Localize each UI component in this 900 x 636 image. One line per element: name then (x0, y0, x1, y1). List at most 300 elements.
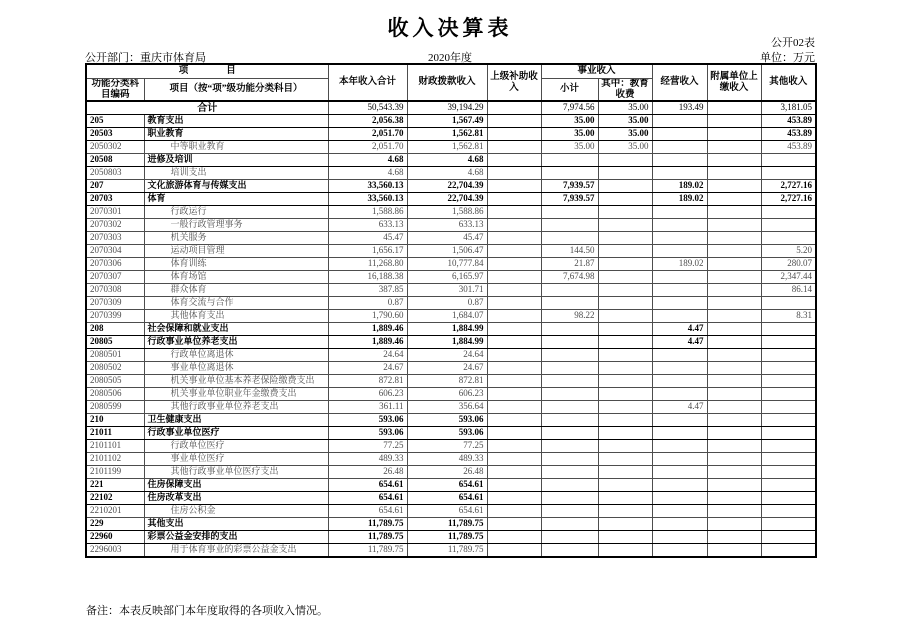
row-code: 2050803 (86, 167, 144, 180)
row-value: 5.20 (761, 245, 816, 258)
row-item-name: 其他体育支出 (144, 310, 328, 323)
row-value: 4.68 (407, 167, 487, 180)
row-item-name: 行政事业单位医疗 (144, 427, 328, 440)
table-row (86, 427, 816, 440)
row-value (487, 492, 541, 505)
row-code: 22960 (86, 531, 144, 544)
row-value (761, 518, 816, 531)
row-code: 2070301 (86, 206, 144, 219)
row-item-name: 中等职业教育 (144, 141, 328, 154)
row-value (707, 375, 761, 388)
row-value: 22,704.39 (407, 180, 487, 193)
row-value (652, 453, 707, 466)
row-value (541, 466, 598, 479)
row-value (707, 531, 761, 544)
row-value: 4.68 (328, 154, 407, 167)
row-value (652, 414, 707, 427)
row-value (541, 323, 598, 336)
row-value (541, 388, 598, 401)
row-value: 35.00 (541, 128, 598, 141)
total-value: 3,181.05 (761, 101, 816, 115)
row-value (487, 180, 541, 193)
row-value (541, 375, 598, 388)
table-row (86, 531, 816, 544)
row-value (707, 466, 761, 479)
row-value: 11,789.75 (328, 544, 407, 558)
row-value (541, 219, 598, 232)
row-value (598, 245, 652, 258)
row-item-name: 教育支出 (144, 115, 328, 128)
row-value: 189.02 (652, 193, 707, 206)
row-code: 2070399 (86, 310, 144, 323)
row-value (707, 193, 761, 206)
row-value: 45.47 (407, 232, 487, 245)
row-item-name: 住房保障支出 (144, 479, 328, 492)
row-value: 1,562.81 (407, 128, 487, 141)
row-value (487, 375, 541, 388)
row-code: 2080505 (86, 375, 144, 388)
table-row (86, 505, 816, 518)
row-value: 77.25 (407, 440, 487, 453)
row-value: 280.07 (761, 258, 816, 271)
meta-row (85, 49, 815, 63)
row-value (707, 323, 761, 336)
row-value (652, 375, 707, 388)
row-value (707, 232, 761, 245)
row-value (761, 297, 816, 310)
row-value (598, 544, 652, 558)
row-value (707, 479, 761, 492)
row-value (487, 362, 541, 375)
row-value: 1,506.47 (407, 245, 487, 258)
row-value (598, 258, 652, 271)
total-label: 合计 (86, 101, 328, 115)
row-value: 593.06 (328, 414, 407, 427)
row-item-name: 事业单位医疗 (144, 453, 328, 466)
row-value (598, 427, 652, 440)
row-value (598, 167, 652, 180)
row-value (652, 466, 707, 479)
row-value (487, 453, 541, 466)
row-value (598, 154, 652, 167)
total-value: 39,194.29 (407, 101, 487, 115)
row-value (761, 362, 816, 375)
row-item-name: 事业单位离退休 (144, 362, 328, 375)
row-value (487, 245, 541, 258)
row-value (541, 531, 598, 544)
row-code: 2070307 (86, 271, 144, 284)
row-code: 20503 (86, 128, 144, 141)
row-value (761, 479, 816, 492)
row-value (761, 167, 816, 180)
row-value (541, 440, 598, 453)
row-value: 98.22 (541, 310, 598, 323)
row-value: 11,268.80 (328, 258, 407, 271)
row-value: 1,790.60 (328, 310, 407, 323)
row-value (761, 206, 816, 219)
row-value: 8.31 (761, 310, 816, 323)
row-value (652, 206, 707, 219)
row-value (707, 141, 761, 154)
row-value (598, 414, 652, 427)
row-item-name: 其他行政事业单位医疗支出 (144, 466, 328, 479)
table-row (86, 349, 816, 362)
row-value: 654.61 (328, 492, 407, 505)
total-value: 35.00 (598, 101, 652, 115)
row-value (487, 505, 541, 518)
table-row (86, 362, 816, 375)
row-code: 2296003 (86, 544, 144, 558)
row-value (598, 440, 652, 453)
row-value: 26.48 (328, 466, 407, 479)
row-value (761, 505, 816, 518)
row-item-name: 体育场馆 (144, 271, 328, 284)
row-value (761, 466, 816, 479)
row-value: 2,051.70 (328, 141, 407, 154)
row-value: 86.14 (761, 284, 816, 297)
row-value (541, 154, 598, 167)
unit-label: 单位：万元 (760, 52, 815, 64)
row-item-name: 其他行政事业单位养老支出 (144, 401, 328, 414)
row-code: 22102 (86, 492, 144, 505)
row-value (487, 219, 541, 232)
row-code: 20703 (86, 193, 144, 206)
row-item-name: 行政单位医疗 (144, 440, 328, 453)
row-code: 2070308 (86, 284, 144, 297)
row-value: 489.33 (407, 453, 487, 466)
row-value (487, 271, 541, 284)
row-item-name: 体育交流与合作 (144, 297, 328, 310)
row-value (707, 505, 761, 518)
row-value: 654.61 (328, 505, 407, 518)
row-value (487, 401, 541, 414)
table-row (86, 388, 816, 401)
row-value (761, 453, 816, 466)
row-value (598, 180, 652, 193)
row-code: 20805 (86, 336, 144, 349)
row-value: 189.02 (652, 180, 707, 193)
row-value (707, 310, 761, 323)
row-value: 7,939.57 (541, 193, 598, 206)
row-value: 7,674.98 (541, 271, 598, 284)
row-code: 2101101 (86, 440, 144, 453)
row-item-name: 行政事业单位养老支出 (144, 336, 328, 349)
row-value (707, 544, 761, 558)
row-value (707, 219, 761, 232)
row-value: 35.00 (541, 141, 598, 154)
row-item-name: 群众体育 (144, 284, 328, 297)
row-value: 0.87 (407, 297, 487, 310)
row-value: 593.06 (407, 427, 487, 440)
row-value: 22,704.39 (407, 193, 487, 206)
row-value: 77.25 (328, 440, 407, 453)
row-value (541, 453, 598, 466)
fiscal-year-label: 2020年度 (428, 52, 472, 64)
row-value: 33,560.13 (328, 193, 407, 206)
row-value: 33,560.13 (328, 180, 407, 193)
row-value: 2,056.38 (328, 115, 407, 128)
row-code: 2070309 (86, 297, 144, 310)
row-value: 4.68 (328, 167, 407, 180)
table-row (86, 180, 816, 193)
row-value: 593.06 (328, 427, 407, 440)
row-value: 4.47 (652, 336, 707, 349)
row-value (598, 271, 652, 284)
row-value: 2,051.70 (328, 128, 407, 141)
row-value (761, 427, 816, 440)
row-value (652, 440, 707, 453)
row-item-name: 运动项目管理 (144, 245, 328, 258)
row-value: 654.61 (407, 492, 487, 505)
table-row (86, 492, 816, 505)
table-row (86, 375, 816, 388)
row-value (652, 531, 707, 544)
header-other-income: 其他收入 (761, 64, 816, 101)
row-value: 21.87 (541, 258, 598, 271)
row-value (487, 128, 541, 141)
table-row (86, 193, 816, 206)
row-value: 1,889.46 (328, 323, 407, 336)
row-item-name: 进修及培训 (144, 154, 328, 167)
row-value (761, 219, 816, 232)
row-value: 606.23 (407, 388, 487, 401)
row-value: 633.13 (407, 219, 487, 232)
row-value (761, 375, 816, 388)
row-value: 35.00 (598, 128, 652, 141)
row-value: 24.67 (407, 362, 487, 375)
row-value (487, 310, 541, 323)
row-value (541, 414, 598, 427)
row-value (652, 518, 707, 531)
row-value: 4.47 (652, 323, 707, 336)
row-value (541, 232, 598, 245)
footnote: 备注：本表反映部门本年度取得的各项收入情况。 (86, 605, 328, 617)
row-value (598, 284, 652, 297)
row-code: 207 (86, 180, 144, 193)
row-value: 606.23 (328, 388, 407, 401)
header-superior-subsidy: 上级补助收入 (487, 64, 541, 101)
table-row (86, 167, 816, 180)
row-value (598, 453, 652, 466)
row-value (652, 492, 707, 505)
row-value (707, 492, 761, 505)
row-value (707, 336, 761, 349)
row-code: 2070302 (86, 219, 144, 232)
row-value: 1,588.86 (407, 206, 487, 219)
row-value (761, 336, 816, 349)
row-code: 2210201 (86, 505, 144, 518)
header-operating-income: 经营收入 (652, 64, 707, 101)
row-code: 2101199 (86, 466, 144, 479)
row-item-name: 行政运行 (144, 206, 328, 219)
row-item-name: 其他支出 (144, 518, 328, 531)
table-row (86, 453, 816, 466)
table-row (86, 401, 816, 414)
table-row (86, 310, 816, 323)
table-row (86, 336, 816, 349)
row-item-name: 社会保障和就业支出 (144, 323, 328, 336)
total-row (86, 101, 816, 115)
row-item-name: 体育 (144, 193, 328, 206)
row-code: 2080506 (86, 388, 144, 401)
table-row (86, 518, 816, 531)
row-value: 24.67 (328, 362, 407, 375)
row-code: 2080599 (86, 401, 144, 414)
row-value (541, 544, 598, 558)
row-item-name: 卫生健康支出 (144, 414, 328, 427)
row-value: 11,789.75 (407, 544, 487, 558)
header-item-group: 项 目 (86, 64, 328, 79)
income-statement-table (85, 63, 817, 558)
row-code: 21011 (86, 427, 144, 440)
row-value (598, 466, 652, 479)
row-value (487, 258, 541, 271)
row-code: 2080501 (86, 349, 144, 362)
row-value (487, 297, 541, 310)
row-value (707, 427, 761, 440)
row-item-name: 一般行政管理事务 (144, 219, 328, 232)
row-value (707, 518, 761, 531)
row-value (652, 544, 707, 558)
row-value: 872.81 (407, 375, 487, 388)
row-value (541, 284, 598, 297)
table-row (86, 466, 816, 479)
row-value (598, 375, 652, 388)
table-row (86, 154, 816, 167)
row-value (761, 349, 816, 362)
row-value (598, 388, 652, 401)
row-value (652, 284, 707, 297)
table-row (86, 271, 816, 284)
row-value (652, 128, 707, 141)
row-value (487, 531, 541, 544)
row-value (598, 323, 652, 336)
row-value (487, 349, 541, 362)
row-value: 489.33 (328, 453, 407, 466)
total-value: 193.49 (652, 101, 707, 115)
row-value: 45.47 (328, 232, 407, 245)
row-value (487, 336, 541, 349)
row-code: 2050302 (86, 141, 144, 154)
row-code: 2070306 (86, 258, 144, 271)
row-value: 654.61 (407, 479, 487, 492)
row-item-name: 机关事业单位基本养老保险缴费支出 (144, 375, 328, 388)
row-value: 4.47 (652, 401, 707, 414)
row-value (707, 414, 761, 427)
row-value (761, 440, 816, 453)
table-row (86, 414, 816, 427)
row-value (652, 362, 707, 375)
row-code: 205 (86, 115, 144, 128)
row-code: 2080502 (86, 362, 144, 375)
row-value (652, 479, 707, 492)
row-value (487, 427, 541, 440)
row-value (487, 414, 541, 427)
row-code: 20508 (86, 154, 144, 167)
row-value (541, 427, 598, 440)
row-value: 654.61 (407, 505, 487, 518)
table-row (86, 232, 816, 245)
row-value: 1,588.86 (328, 206, 407, 219)
row-value (541, 336, 598, 349)
row-item-name: 行政单位离退休 (144, 349, 328, 362)
row-value (707, 258, 761, 271)
row-value (541, 206, 598, 219)
table-row (86, 141, 816, 154)
row-code: 2070304 (86, 245, 144, 258)
row-value (598, 492, 652, 505)
row-value (598, 206, 652, 219)
row-code: 210 (86, 414, 144, 427)
row-value: 4.68 (407, 154, 487, 167)
header-business-income: 事业收入 (541, 64, 652, 79)
row-value (652, 219, 707, 232)
row-code: 229 (86, 518, 144, 531)
row-value (761, 531, 816, 544)
row-value (487, 544, 541, 558)
row-value (652, 297, 707, 310)
row-value (487, 440, 541, 453)
row-value (487, 232, 541, 245)
total-value (707, 101, 761, 115)
row-value (541, 349, 598, 362)
row-value (598, 193, 652, 206)
row-value (761, 492, 816, 505)
row-value: 1,884.99 (407, 323, 487, 336)
row-value: 1,889.46 (328, 336, 407, 349)
row-value (487, 206, 541, 219)
row-value (598, 479, 652, 492)
row-value (761, 323, 816, 336)
row-value: 0.87 (328, 297, 407, 310)
table-code-label: 公开02表 (771, 37, 815, 49)
row-value: 11,789.75 (328, 518, 407, 531)
row-value (598, 219, 652, 232)
row-value (598, 349, 652, 362)
row-item-name: 住房公积金 (144, 505, 328, 518)
page-title: 收入决算表 (387, 16, 513, 40)
row-value (487, 466, 541, 479)
row-value: 654.61 (328, 479, 407, 492)
row-value (598, 336, 652, 349)
table-row (86, 284, 816, 297)
table-body (86, 101, 816, 557)
table-row (86, 206, 816, 219)
row-value (761, 154, 816, 167)
row-value (652, 427, 707, 440)
row-value: 872.81 (328, 375, 407, 388)
row-value (761, 388, 816, 401)
row-value (541, 479, 598, 492)
row-value (707, 115, 761, 128)
row-value (598, 401, 652, 414)
row-value (487, 518, 541, 531)
row-value: 633.13 (328, 219, 407, 232)
header-affiliated-income: 附属单位上缴收入 (707, 64, 761, 101)
table-row (86, 245, 816, 258)
row-value (707, 362, 761, 375)
row-value (652, 167, 707, 180)
row-value (707, 128, 761, 141)
row-value (598, 310, 652, 323)
row-value (707, 453, 761, 466)
row-value: 189.02 (652, 258, 707, 271)
row-value: 356.64 (407, 401, 487, 414)
row-value (652, 505, 707, 518)
row-value: 453.89 (761, 141, 816, 154)
row-value (541, 297, 598, 310)
row-value: 16,188.38 (328, 271, 407, 284)
